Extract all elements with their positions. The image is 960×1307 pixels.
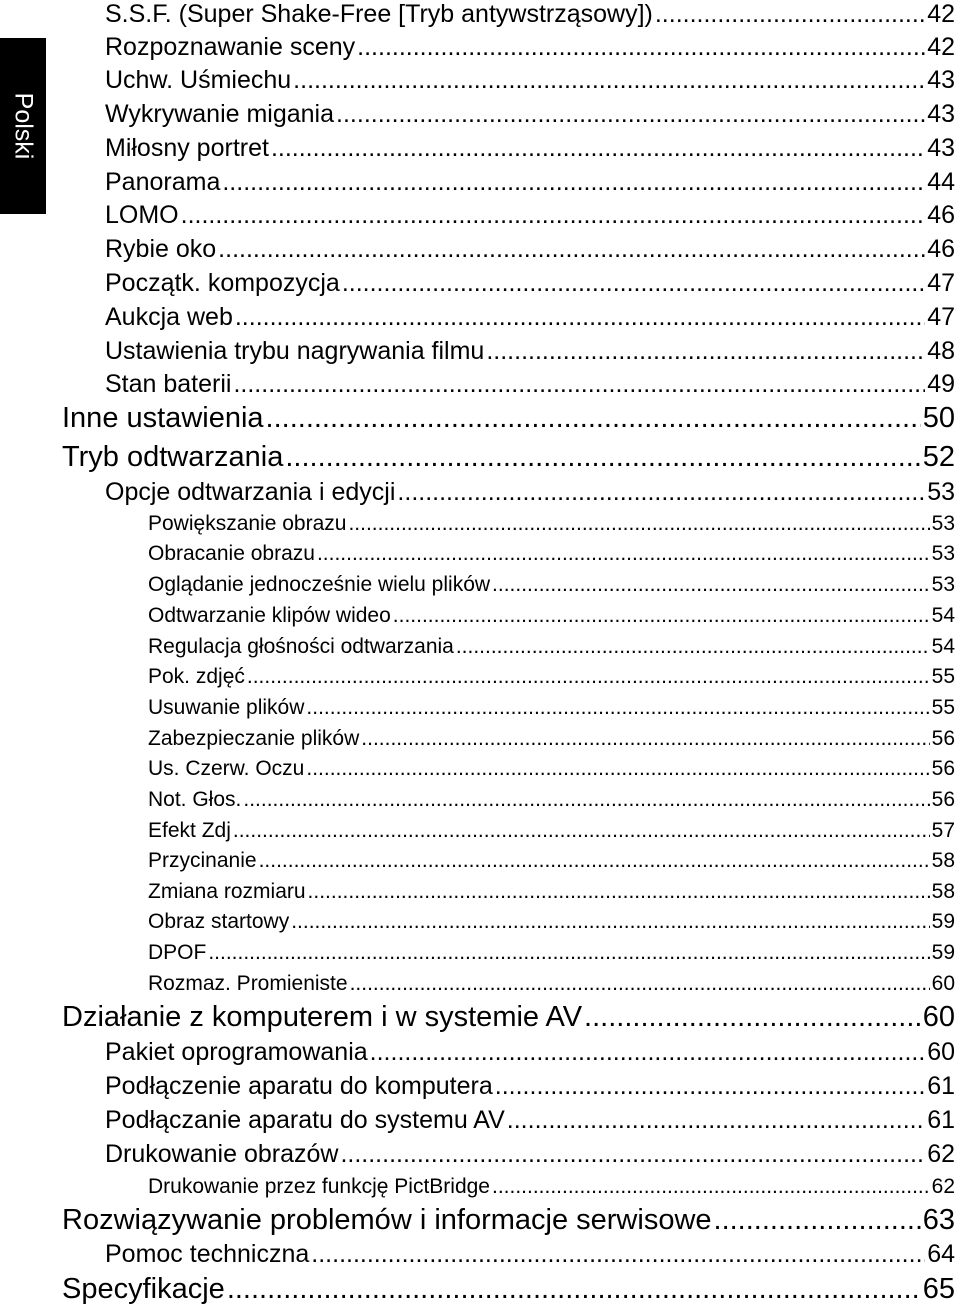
toc-entry-page: 59 bbox=[931, 941, 955, 964]
toc-entry-page: 42 bbox=[927, 33, 955, 61]
dot-leader bbox=[340, 1137, 925, 1171]
dot-leader bbox=[492, 570, 930, 600]
toc-entry-page: 56 bbox=[931, 788, 955, 811]
toc-entry-title: Stan baterii bbox=[105, 370, 232, 398]
toc-entry-title: Rozwiązywanie problemów i informacje serwisowe bbox=[62, 1204, 712, 1236]
dot-leader bbox=[243, 785, 929, 815]
toc-entry-title: Pakiet oprogramowania bbox=[105, 1038, 368, 1066]
toc-entry-page: 54 bbox=[931, 635, 955, 658]
toc-entry-title: Obraz startowy bbox=[148, 910, 290, 933]
toc-entry-page: 60 bbox=[922, 1001, 955, 1033]
toc-entry-title: Specyfikacje bbox=[62, 1273, 225, 1305]
toc-entry[interactable] bbox=[105, 1069, 955, 1103]
toc-entry[interactable] bbox=[148, 907, 955, 937]
toc-entry-title: Zmiana rozmiaru bbox=[148, 880, 306, 903]
toc-entry-page: 46 bbox=[927, 235, 955, 263]
toc-entry-title: Oglądanie jednocześnie wielu plików bbox=[148, 573, 491, 596]
dot-leader bbox=[291, 907, 929, 937]
toc-entry-page: 46 bbox=[927, 201, 955, 229]
toc-entry[interactable] bbox=[105, 367, 955, 401]
dot-leader bbox=[247, 662, 930, 692]
toc-entry-page: 43 bbox=[927, 100, 955, 128]
toc-entry[interactable] bbox=[105, 0, 955, 31]
toc-entry-title: Podłączanie aparatu do systemu AV bbox=[105, 1106, 505, 1134]
toc-entry-page: 48 bbox=[927, 337, 955, 365]
dot-leader bbox=[266, 401, 921, 435]
toc-entry[interactable] bbox=[62, 1000, 955, 1034]
toc-entry-title: Obracanie obrazu bbox=[148, 542, 315, 565]
toc-entry-title: Panorama bbox=[105, 168, 221, 196]
toc-entry-page: 63 bbox=[922, 1204, 955, 1236]
toc-entry-page: 50 bbox=[922, 402, 955, 434]
toc-entry-page: 43 bbox=[927, 66, 955, 94]
toc-entry-page: 62 bbox=[931, 1175, 955, 1198]
toc-entry-page: 43 bbox=[927, 134, 955, 162]
toc-entry[interactable] bbox=[62, 1203, 955, 1237]
toc-entry-page: 58 bbox=[931, 849, 955, 872]
dot-leader bbox=[293, 63, 925, 97]
toc-entry-title: Drukowanie obrazów bbox=[105, 1140, 339, 1168]
toc-entry-page: 64 bbox=[927, 1240, 955, 1268]
toc-entry[interactable] bbox=[105, 131, 955, 165]
toc-entry-page: 53 bbox=[931, 573, 955, 596]
toc-entry-title: Podłączenie aparatu do komputera bbox=[105, 1072, 493, 1100]
toc-entry-title: Rozpoznawanie sceny bbox=[105, 33, 356, 61]
toc-entry-page: 49 bbox=[927, 370, 955, 398]
toc-entry-page: 47 bbox=[927, 303, 955, 331]
dot-leader bbox=[233, 816, 930, 846]
toc-entry-page: 42 bbox=[927, 0, 955, 28]
dot-leader bbox=[218, 232, 925, 266]
dot-leader bbox=[486, 334, 925, 368]
toc-entry-title: Wykrywanie migania bbox=[105, 100, 335, 128]
toc-entry[interactable] bbox=[148, 969, 955, 999]
toc-entry-title: Początk. kompozycja bbox=[105, 269, 340, 297]
dot-leader bbox=[235, 300, 925, 334]
dot-leader bbox=[308, 877, 930, 907]
toc-entry[interactable] bbox=[62, 401, 955, 435]
toc-entry[interactable] bbox=[105, 334, 955, 368]
toc-entry-page: 54 bbox=[931, 604, 955, 627]
toc-entry[interactable] bbox=[62, 1272, 955, 1306]
dot-leader bbox=[361, 724, 929, 754]
toc-entry-title: Drukowanie przez funkcję PictBridge bbox=[148, 1175, 490, 1198]
toc-entry-title: S.S.F. (Super Shake-Free [Tryb antywstrząsowy]) bbox=[105, 0, 653, 28]
toc-entry[interactable] bbox=[105, 475, 955, 509]
toc-entry-title: LOMO bbox=[105, 201, 179, 229]
toc-entry-page: 65 bbox=[922, 1273, 955, 1305]
toc-entry[interactable] bbox=[105, 1137, 955, 1171]
toc-entry-page: 61 bbox=[927, 1106, 955, 1134]
toc-entry-page: 56 bbox=[931, 727, 955, 750]
toc-entry-title: Zabezpieczanie plików bbox=[148, 727, 360, 750]
dot-leader bbox=[227, 1272, 921, 1306]
dot-leader bbox=[495, 1069, 925, 1103]
toc-entry[interactable] bbox=[62, 440, 955, 474]
toc-entry-title: Regulacja głośności odtwarzania bbox=[148, 635, 454, 658]
toc-entry[interactable] bbox=[148, 938, 955, 968]
toc-entry[interactable] bbox=[148, 632, 955, 662]
toc-entry-title: Działanie z komputerem i w systemie AV bbox=[62, 1001, 583, 1033]
dot-leader bbox=[222, 165, 925, 199]
toc-entry-page: 55 bbox=[931, 696, 955, 719]
dot-leader bbox=[507, 1103, 925, 1137]
dot-leader bbox=[350, 969, 930, 999]
toc-entry[interactable] bbox=[105, 165, 955, 199]
toc-entry-page: 56 bbox=[931, 757, 955, 780]
dot-leader bbox=[285, 440, 920, 474]
toc-entry-page: 59 bbox=[931, 910, 955, 933]
toc-entry[interactable] bbox=[148, 539, 955, 569]
toc-entry[interactable] bbox=[148, 877, 955, 907]
toc-entry[interactable] bbox=[148, 816, 955, 846]
toc-entry[interactable] bbox=[105, 198, 955, 232]
toc-entry-title: Rybie oko bbox=[105, 235, 217, 263]
toc-entry-title: Przycinanie bbox=[148, 849, 257, 872]
dot-leader bbox=[208, 938, 929, 968]
toc-entry-title: Usuwanie plików bbox=[148, 696, 305, 719]
dot-leader bbox=[393, 601, 930, 631]
toc-entry[interactable] bbox=[148, 693, 955, 723]
language-tab-label: Polski bbox=[9, 92, 38, 160]
toc-entry-page: 61 bbox=[927, 1072, 955, 1100]
toc-entry[interactable] bbox=[148, 846, 955, 876]
dot-leader bbox=[306, 754, 929, 784]
dot-leader bbox=[584, 1000, 921, 1034]
toc-entry-title: Opcje odtwarzania i edycji bbox=[105, 478, 396, 506]
toc-entry[interactable] bbox=[105, 232, 955, 266]
toc-entry-page: 57 bbox=[931, 819, 955, 842]
toc-entry-title: Miłosny portret bbox=[105, 134, 269, 162]
dot-leader bbox=[348, 509, 929, 539]
toc-entry-title: Not. Głos. bbox=[148, 788, 242, 811]
toc-entry[interactable] bbox=[148, 785, 955, 815]
toc-entry[interactable] bbox=[148, 754, 955, 784]
toc-entry[interactable] bbox=[148, 724, 955, 754]
toc-entry-page: 58 bbox=[931, 880, 955, 903]
dot-leader bbox=[456, 632, 930, 662]
toc-entry-page: 53 bbox=[927, 478, 955, 506]
toc-entry[interactable] bbox=[105, 30, 955, 64]
toc-entry[interactable] bbox=[148, 1172, 955, 1202]
toc-entry-title: Uchw. Uśmiechu bbox=[105, 66, 292, 94]
toc-entry-title: Inne ustawienia bbox=[62, 402, 264, 434]
toc-entry-title: Pok. zdjęć bbox=[148, 665, 245, 688]
toc-entry-page: 53 bbox=[931, 542, 955, 565]
toc-entry-title: Powiększanie obrazu bbox=[148, 512, 347, 535]
toc-entry[interactable] bbox=[148, 570, 955, 600]
toc-entry-title: Us. Czerw. Oczu bbox=[148, 757, 305, 780]
toc-entry-title: DPOF bbox=[148, 941, 207, 964]
toc-entry[interactable] bbox=[105, 300, 955, 334]
toc-entry-page: 62 bbox=[927, 1140, 955, 1168]
toc-entry[interactable] bbox=[148, 662, 955, 692]
toc-entry[interactable] bbox=[105, 1035, 955, 1069]
dot-leader bbox=[655, 0, 925, 31]
dot-leader bbox=[181, 198, 926, 232]
toc-entry-page: 44 bbox=[927, 168, 955, 196]
dot-leader bbox=[233, 367, 925, 401]
dot-leader bbox=[370, 1035, 926, 1069]
toc-entry-page: 60 bbox=[927, 1038, 955, 1066]
toc-entry-title: Pomoc techniczna bbox=[105, 1240, 310, 1268]
toc-entry-page: 47 bbox=[927, 269, 955, 297]
toc-entry-page: 53 bbox=[931, 512, 955, 535]
dot-leader bbox=[336, 97, 925, 131]
dot-leader bbox=[259, 846, 930, 876]
toc-entry-title: Odtwarzanie klipów wideo bbox=[148, 604, 391, 627]
dot-leader bbox=[492, 1172, 930, 1202]
toc-entry[interactable] bbox=[105, 1237, 955, 1271]
dot-leader bbox=[397, 475, 925, 509]
toc-entry-title: Efekt Zdj bbox=[148, 819, 231, 842]
toc-entry-title: Ustawienia trybu nagrywania filmu bbox=[105, 337, 485, 365]
toc-entry[interactable] bbox=[105, 97, 955, 131]
dot-leader bbox=[357, 30, 925, 64]
dot-leader bbox=[342, 266, 925, 300]
dot-leader bbox=[271, 131, 925, 165]
toc-entry-title: Rozmaz. Promieniste bbox=[148, 972, 348, 995]
toc-entry-title: Aukcja web bbox=[105, 303, 233, 331]
toc-entry-page: 52 bbox=[922, 441, 955, 473]
toc-entry-page: 60 bbox=[931, 972, 955, 995]
dot-leader bbox=[317, 539, 930, 569]
toc-entry[interactable] bbox=[105, 63, 955, 97]
toc-entry-title: Tryb odtwarzania bbox=[62, 441, 284, 473]
dot-leader bbox=[311, 1237, 925, 1271]
toc-entry[interactable] bbox=[105, 1103, 955, 1137]
dot-leader bbox=[306, 693, 929, 723]
toc-entry-page: 55 bbox=[931, 665, 955, 688]
toc-entry[interactable] bbox=[105, 266, 955, 300]
toc-entry[interactable] bbox=[148, 601, 955, 631]
dot-leader bbox=[714, 1203, 921, 1237]
toc-entry[interactable] bbox=[148, 509, 955, 539]
